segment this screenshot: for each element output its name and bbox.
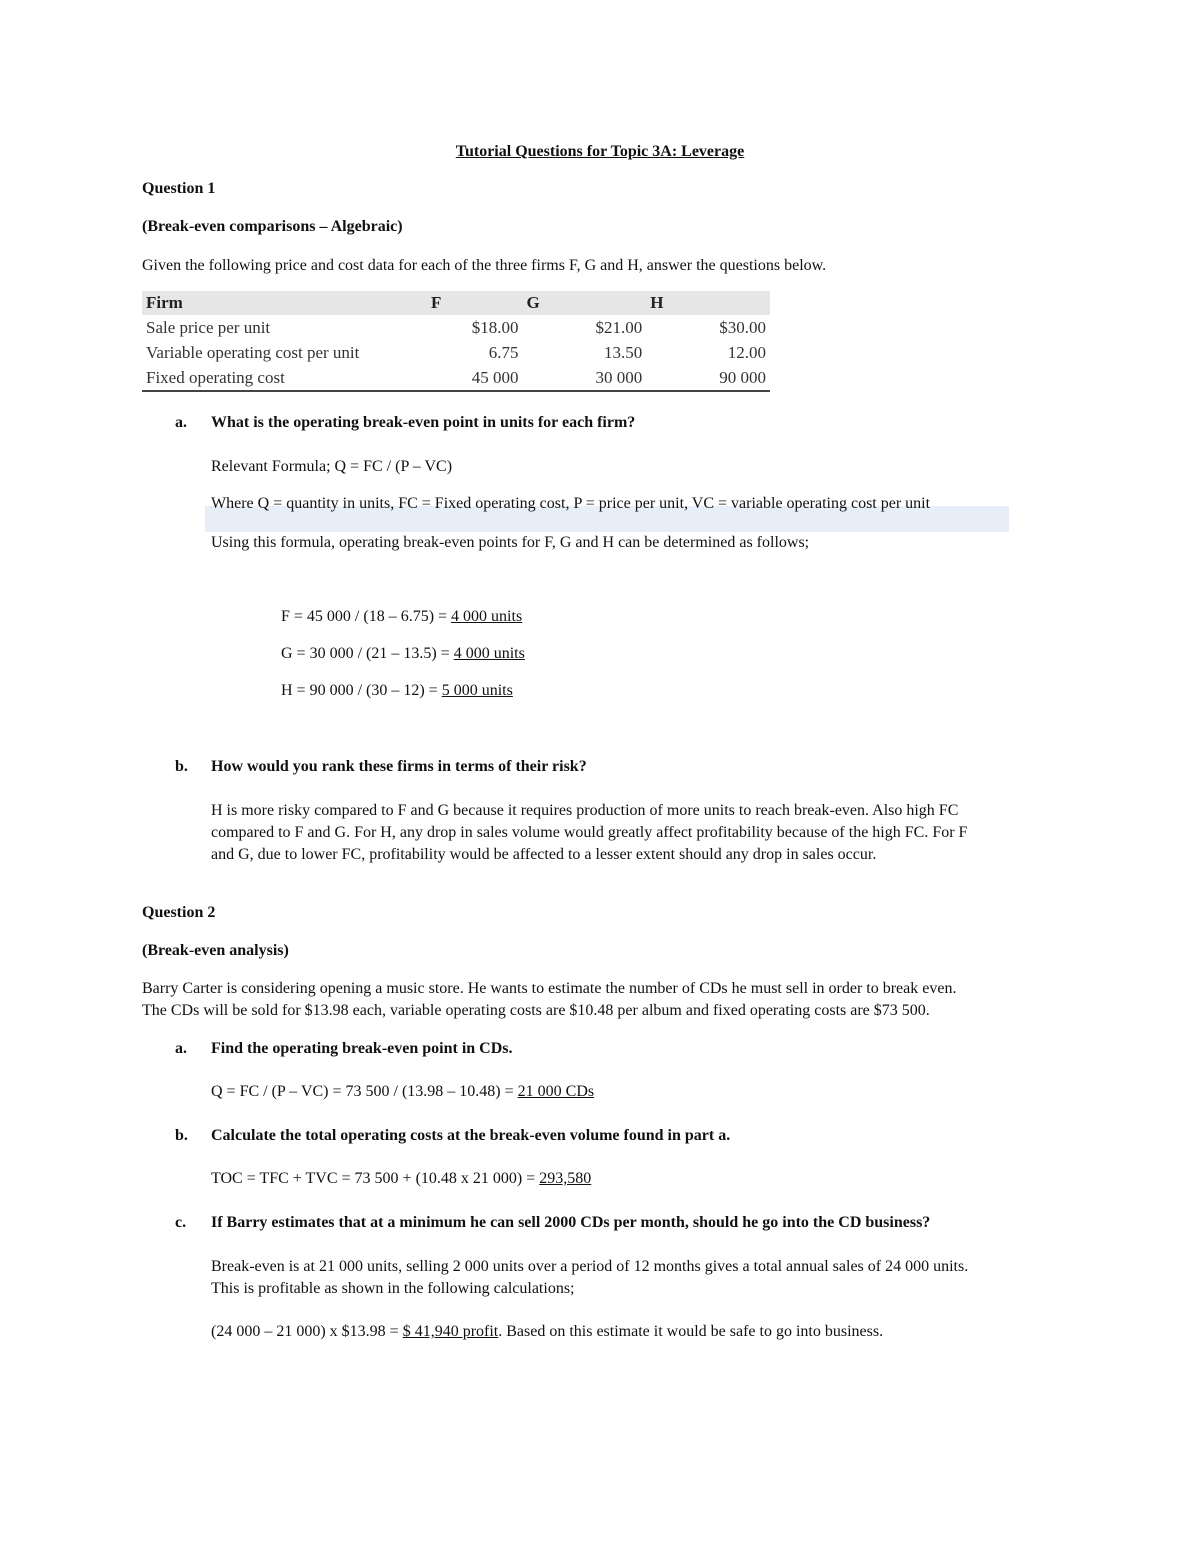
table-cell-label: Variable operating cost per unit: [146, 342, 360, 362]
question-2-subheading: (Break-even analysis): [142, 942, 289, 959]
table-cell-label: Sale price per unit: [146, 317, 271, 337]
cost-data-table: [142, 291, 770, 392]
table-cell: 13.50: [603, 342, 643, 362]
calc-result: 4 000 units: [453, 645, 525, 662]
q1-b-answer-line-1: H is more risky compared to F and G because it requires production of more units to reach break-even. Also high FC: [211, 802, 959, 819]
q1-part-a-question: What is the operating break-even point in units for each firm?: [211, 414, 636, 431]
table-cell: 12.00: [727, 342, 766, 362]
table-cell: 6.75: [488, 342, 519, 362]
q2-part-b-label: b.: [175, 1127, 188, 1144]
question-2-heading: Question 2: [142, 904, 216, 921]
q2-b-answer: [211, 1168, 591, 1190]
q1-part-a-label: a.: [175, 414, 187, 431]
q1-b-answer-line-2: compared to F and G. For H, any drop in sales volume would greatly affect profitability because of the high FC. For F: [211, 824, 968, 841]
calc-expr: G = 30 000 / (21 – 13.5) =: [281, 645, 454, 662]
table-cell: 45 000: [427, 365, 523, 391]
calc-line-g: [281, 643, 525, 665]
calc-result: $ 41,940 profit: [402, 1323, 499, 1340]
q2-part-c-question: If Barry estimates that at a minimum he can sell 2000 CDs per month, should he go into the CD business?: [211, 1214, 931, 1231]
question-1-heading: Question 1: [142, 180, 216, 197]
table-header-firm: Firm: [142, 291, 427, 315]
table-header-row: [142, 291, 770, 315]
calc-expr: (24 000 – 21 000) x $13.98 =: [211, 1323, 403, 1340]
q2-part-b-question: Calculate the total operating costs at the break-even volume found in part a.: [211, 1127, 731, 1144]
calc-result: 5 000 units: [441, 682, 513, 699]
q2-part-c-label: c.: [175, 1214, 187, 1231]
calc-expr: F = 45 000 / (18 – 6.75) =: [281, 608, 452, 625]
question-2-intro-line-1: Barry Carter is considering opening a music store. He wants to estimate the number of CDs he must sell in order to break even.: [142, 980, 957, 997]
q2-part-a-label: a.: [175, 1040, 187, 1057]
question-2-intro-line-2: The CDs will be sold for $13.98 each, variable operating costs are $10.48 per album and fixed operating costs are $73 500.: [142, 1002, 930, 1019]
q1-where-text: Where Q = quantity in units, FC = Fixed operating cost, P = price per unit, VC = variable operating cost per unit: [211, 495, 931, 512]
table-cell-label: Fixed operating cost: [142, 365, 427, 391]
question-1-intro: Given the following price and cost data for each of the three firms F, G and H, answer the questions below.: [142, 257, 827, 274]
calc-result: 4 000 units: [451, 608, 523, 625]
table-cell: $21.00: [595, 317, 643, 337]
table-cell: $18.00: [471, 317, 519, 337]
q1-part-b-question: How would you rank these firms in terms of their risk?: [211, 758, 587, 775]
table-cell: 90 000: [646, 365, 770, 391]
calc-expr: TOC = TFC + TVC = 73 500 + (10.48 x 21 000) =: [211, 1170, 540, 1187]
calc-expr: Q = FC / (P – VC) = 73 500 / (13.98 – 10.48) =: [211, 1083, 518, 1100]
table-row: [142, 315, 770, 340]
q2-a-answer: [211, 1081, 594, 1103]
table-cell: 30 000: [522, 365, 646, 391]
page-title: Tutorial Questions for Topic 3A: Leverage: [455, 143, 745, 160]
calc-result: 293,580: [539, 1170, 592, 1187]
q1-part-b-label: b.: [175, 758, 188, 775]
calc-line-f: [281, 606, 522, 628]
table-header-h: H: [646, 291, 770, 315]
q2-part-a-question: Find the operating break-even point in CDs.: [211, 1040, 513, 1057]
q2-c-calculation: [211, 1321, 883, 1343]
table-header-f: F: [427, 291, 523, 315]
q1-formula: Relevant Formula; Q = FC / (P – VC): [211, 458, 453, 475]
q2-c-answer-line-1: Break-even is at 21 000 units, selling 2 000 units over a period of 12 months gives a total annual sales of 24 000 units.: [211, 1258, 969, 1275]
table-cell: $30.00: [719, 317, 766, 337]
question-1-subheading: (Break-even comparisons – Algebraic): [142, 218, 403, 235]
calc-tail: . Based on this estimate it would be safe to go into business.: [498, 1323, 884, 1340]
q1-b-answer-line-3: and G, due to lower FC, profitability would be affected to a lesser extent should any drop in sales occur.: [211, 846, 877, 863]
table-row: [142, 340, 770, 365]
calc-line-h: [281, 680, 513, 702]
q1-using-text: Using this formula, operating break-even points for F, G and H can be determined as follows;: [211, 534, 810, 551]
q2-c-answer-line-2: This is profitable as shown in the following calculations;: [211, 1280, 575, 1297]
calc-expr: H = 90 000 / (30 – 12) =: [281, 682, 442, 699]
table-row: [142, 365, 770, 391]
calc-result: 21 000 CDs: [517, 1083, 595, 1100]
table-header-g: G: [522, 291, 646, 315]
